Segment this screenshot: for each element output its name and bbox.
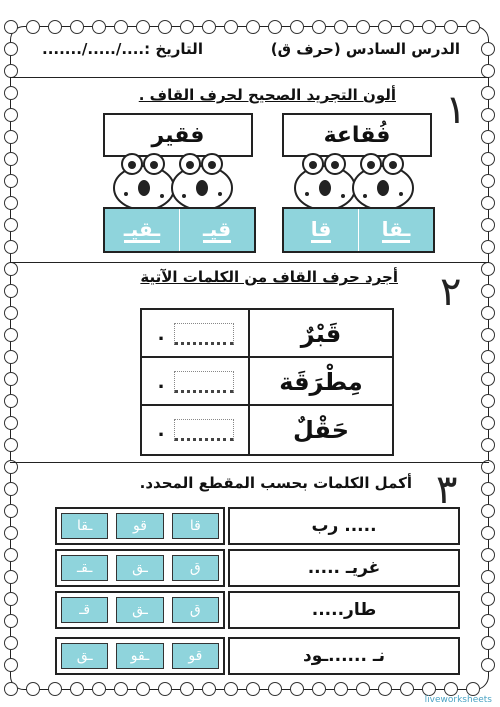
scallop-decoration [481, 614, 495, 628]
word-box-faqeer: فقير [103, 113, 253, 157]
scallop-decoration [4, 174, 18, 188]
table-row [142, 406, 392, 454]
table-row [142, 358, 392, 406]
scallop-decoration [4, 108, 18, 122]
options-foqaa [282, 207, 435, 253]
completion-row [55, 637, 460, 671]
scallop-decoration [4, 592, 18, 606]
scallop-decoration [4, 482, 18, 496]
section-number-2: ٢ [440, 269, 462, 315]
incomplete-word: ..... رب [228, 507, 460, 545]
scallop-decoration [4, 152, 18, 166]
scallop-decoration [4, 504, 18, 518]
scallop-decoration [444, 20, 458, 34]
scallop-decoration [70, 20, 84, 34]
scallop-decoration [481, 218, 495, 232]
scallop-decoration [4, 636, 18, 650]
watermark: liveworksheets [424, 695, 492, 705]
syllable-option[interactable]: قـ [61, 597, 108, 623]
scallop-decoration [4, 416, 18, 430]
scallop-decoration [356, 20, 370, 34]
scallop-decoration [224, 20, 238, 34]
scallop-decoration [400, 682, 414, 696]
scallop-decoration [180, 20, 194, 34]
scallop-decoration [481, 372, 495, 386]
options-faqeer [103, 207, 256, 253]
scallop-decoration [48, 20, 62, 34]
syllable-options [55, 549, 225, 587]
syllable-options [55, 507, 225, 545]
incomplete-word: نـ ......ـود [228, 637, 460, 675]
scallop-decoration [158, 682, 172, 696]
syllable-option[interactable]: قا [172, 513, 219, 539]
scallop-decoration [4, 614, 18, 628]
scallop-decoration [481, 306, 495, 320]
scallop-decoration [202, 20, 216, 34]
scallop-decoration [4, 306, 18, 320]
answer-field[interactable]: . [142, 406, 248, 454]
scallop-decoration [290, 20, 304, 34]
scallop-decoration [92, 682, 106, 696]
scallop-decoration [4, 130, 18, 144]
scallop-decoration [378, 682, 392, 696]
syllable-option[interactable]: ـقـ [61, 555, 108, 581]
answer-field[interactable]: . [142, 310, 248, 358]
scallop-decoration [114, 20, 128, 34]
scallop-decoration [481, 416, 495, 430]
scallop-decoration [136, 682, 150, 696]
completion-row [55, 549, 460, 583]
scallop-decoration [290, 682, 304, 696]
scallop-decoration [4, 438, 18, 452]
syllable-option[interactable]: ـقو [116, 643, 163, 669]
syllable-option[interactable]: ـق [116, 555, 163, 581]
scallop-decoration [92, 20, 106, 34]
syllable-option[interactable]: ـق [116, 597, 163, 623]
scallop-decoration [481, 152, 495, 166]
scallop-decoration [481, 262, 495, 276]
section2-instruction: أجرد حرف القاف من الكلمات الآتية [140, 268, 398, 286]
scallop-decoration [4, 526, 18, 540]
section1-instruction: ألون التجريد الصحيح لحرف القاف . [138, 86, 396, 104]
scallop-decoration [466, 20, 480, 34]
scallop-decoration [114, 682, 128, 696]
scallop-decoration [444, 682, 458, 696]
option-cell[interactable]: ـقا [358, 209, 433, 251]
section-number-3: ٣ [436, 467, 458, 513]
scallop-decoration [180, 682, 194, 696]
scallop-decoration [481, 570, 495, 584]
scallop-decoration [312, 20, 326, 34]
scallop-decoration [4, 284, 18, 298]
scallop-decoration [246, 20, 260, 34]
scallop-decoration [4, 372, 18, 386]
scallop-decoration [4, 658, 18, 672]
syllable-options [55, 591, 225, 629]
scallop-decoration [4, 20, 18, 34]
section3-instruction: أكمل الكلمات بحسب المقطع المحدد. [139, 474, 412, 492]
section-divider-1 [10, 262, 489, 263]
syllable-options [55, 637, 225, 675]
scallop-decoration [4, 86, 18, 100]
completion-row [55, 507, 460, 541]
scallop-decoration [4, 394, 18, 408]
scallop-decoration [4, 682, 18, 696]
scallop-decoration [356, 682, 370, 696]
scallop-decoration [481, 548, 495, 562]
scallop-decoration [48, 682, 62, 696]
scallop-decoration [481, 504, 495, 518]
incomplete-word: طار..... [228, 591, 460, 629]
table-word: حَقْلٌ [293, 416, 349, 444]
completion-row [55, 591, 460, 625]
scallop-decoration [4, 196, 18, 210]
section-number-1: ١ [445, 87, 467, 133]
scallop-decoration [481, 658, 495, 672]
scallop-decoration [202, 682, 216, 696]
table-row [142, 310, 392, 358]
table-word: قَبْرٌ [300, 320, 342, 348]
scallop-decoration [4, 350, 18, 364]
scallop-decoration [4, 548, 18, 562]
scallop-decoration [481, 240, 495, 254]
syllable-option[interactable]: ق [172, 597, 219, 623]
scallop-decoration [422, 20, 436, 34]
scallop-decoration [158, 20, 172, 34]
option-cell[interactable]: ـقيـ [105, 209, 179, 251]
scallop-decoration [481, 636, 495, 650]
scallop-decoration [481, 64, 495, 78]
scallop-decoration [4, 262, 18, 276]
scallop-decoration [334, 682, 348, 696]
scallop-decoration [334, 20, 348, 34]
date-field: التاريخ :..../...../....... [42, 40, 203, 58]
scallop-decoration [481, 482, 495, 496]
scallop-decoration [466, 682, 480, 696]
scallop-decoration [481, 328, 495, 342]
scallop-decoration [4, 42, 18, 56]
scallop-decoration [70, 682, 84, 696]
syllable-option[interactable]: قو [172, 643, 219, 669]
scallop-decoration [4, 240, 18, 254]
scallop-decoration [481, 438, 495, 452]
scallop-decoration [246, 682, 260, 696]
word-box-foqaa: فُقاعة [282, 113, 432, 157]
scallop-decoration [378, 20, 392, 34]
scallop-decoration [400, 20, 414, 34]
syllable-option[interactable]: ـق [61, 643, 108, 669]
section-divider-2 [10, 462, 489, 463]
scallop-decoration [268, 682, 282, 696]
scallop-decoration [26, 20, 40, 34]
syllable-option[interactable]: قو [116, 513, 163, 539]
scallop-decoration [481, 394, 495, 408]
incomplete-word: غريـ ..... [228, 549, 460, 587]
scallop-decoration [4, 64, 18, 78]
scallop-decoration [481, 592, 495, 606]
scallop-decoration [481, 174, 495, 188]
scallop-decoration [481, 130, 495, 144]
answer-field[interactable]: . [142, 358, 248, 406]
scallop-decoration [312, 682, 326, 696]
header-divider [10, 77, 489, 78]
scallop-decoration [481, 86, 495, 100]
scallop-decoration [4, 570, 18, 584]
lesson-title: الدرس السادس (حرف ق) [270, 40, 460, 58]
scallop-decoration [26, 682, 40, 696]
scallop-decoration [4, 218, 18, 232]
scallop-decoration [224, 682, 238, 696]
monster-illustration-right [285, 150, 433, 212]
syllable-option[interactable]: ق [172, 555, 219, 581]
syllable-option[interactable]: ـقا [61, 513, 108, 539]
scallop-decoration [481, 284, 495, 298]
scallop-decoration [136, 20, 150, 34]
scallop-decoration [481, 108, 495, 122]
scallop-decoration [481, 526, 495, 540]
extraction-table [140, 308, 394, 456]
scallop-decoration [481, 42, 495, 56]
scallop-decoration [268, 20, 282, 34]
option-cell[interactable]: قيـ [179, 209, 254, 251]
table-word: مِطْرَقَة [279, 368, 363, 396]
scallop-decoration [4, 328, 18, 342]
monster-illustration-left [104, 150, 252, 212]
scallop-decoration [481, 350, 495, 364]
scallop-decoration [422, 682, 436, 696]
option-cell[interactable]: قا [284, 209, 358, 251]
scallop-decoration [481, 196, 495, 210]
